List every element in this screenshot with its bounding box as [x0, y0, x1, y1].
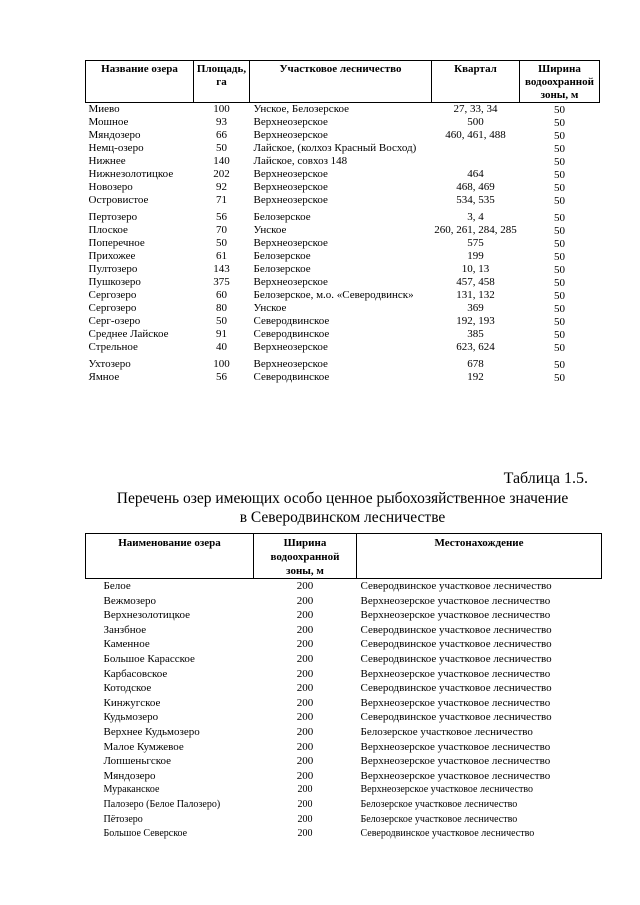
cell-quarter — [432, 142, 520, 155]
cell-lake-name: Нижнее — [88, 155, 126, 167]
col-header-quarter: Квартал — [432, 61, 520, 103]
cell-location: Белозерское участковое лесничество — [360, 813, 518, 825]
cell-zone-width: 200 — [296, 740, 314, 753]
cell-quarter: 192 — [467, 371, 484, 383]
table-row — [86, 710, 602, 725]
table-row — [86, 637, 602, 652]
cell-zone-width: 50 — [554, 277, 565, 289]
table-number: Таблица 1.5. — [503, 470, 588, 487]
cell-area: 71 — [216, 194, 227, 206]
cell-area: 91 — [216, 328, 227, 340]
table-row — [86, 608, 602, 623]
table-row — [86, 341, 600, 354]
cell-quarter: 500 — [467, 116, 484, 128]
cell-lake-name: Поперечное — [88, 237, 145, 249]
cell-district: Верхнеозерское — [253, 181, 328, 193]
cell-lake-name: Малое Кумжевое — [103, 740, 184, 753]
cell-area: 140 — [213, 155, 230, 167]
cell-zone-width: 50 — [554, 342, 565, 354]
cell-zone-width: 200 — [296, 638, 314, 651]
cell-area: 60 — [216, 289, 227, 301]
cell-area: 40 — [216, 341, 227, 353]
cell-lake-name: Плоское — [88, 224, 128, 236]
table-row — [86, 237, 600, 250]
cell-zone-width: 200 — [297, 813, 313, 825]
cell-lake-name: Лопшеньгское — [103, 755, 172, 768]
cell-lake-name: Каменное — [103, 638, 150, 651]
cell-district: Унское — [253, 224, 287, 236]
cell-district: Верхнеозерское — [253, 168, 328, 180]
cell-zone-width: 200 — [296, 711, 314, 724]
cell-lake-name: Карбасовское — [103, 667, 168, 680]
cell-location: Верхнеозерское участковое лесничество — [360, 784, 533, 796]
table-row — [86, 652, 602, 667]
table-header-row — [86, 61, 600, 103]
cell-lake-name: Островистое — [88, 194, 149, 206]
cell-lake-name: Палозеро (Белое Палозеро) — [103, 798, 221, 810]
cell-lake-name: Новозеро — [88, 181, 133, 193]
cell-zone-width: 50 — [554, 212, 565, 224]
cell-quarter: 678 — [467, 358, 484, 370]
table-row — [86, 371, 600, 384]
lakes-table — [85, 60, 600, 384]
cell-zone-width: 200 — [296, 609, 314, 622]
table-row — [86, 798, 602, 813]
cell-district: Белозерское — [253, 211, 311, 223]
cell-area: 100 — [213, 103, 230, 115]
cell-district: Верхнеозерское — [253, 129, 328, 141]
cell-area: 80 — [216, 302, 227, 314]
cell-district: Белозерское — [253, 263, 311, 275]
cell-location: Северодвинское участковое лесничество — [360, 711, 552, 724]
cell-zone-width: 200 — [296, 667, 314, 680]
cell-lake-name: Кинжугское — [103, 696, 161, 709]
cell-area: 100 — [213, 358, 230, 370]
table-row — [86, 827, 602, 842]
cell-area: 56 — [216, 371, 227, 383]
table-title-line-2: в Северодвинском лесничестве — [239, 509, 446, 526]
cell-lake-name: Верхнее Кудьмозеро — [103, 725, 200, 738]
table-title — [60, 489, 625, 527]
cell-location: Северодвинское участковое лесничество — [360, 638, 552, 651]
cell-location: Верхнеозерское участковое лесничество — [360, 594, 551, 607]
cell-quarter: 369 — [467, 302, 484, 314]
cell-location: Северодвинское участковое лесничество — [360, 682, 552, 695]
cell-district: Верхнеозерское — [253, 116, 328, 128]
cell-lake-name: Прихожее — [88, 250, 136, 262]
table-row — [86, 263, 600, 276]
table-row — [86, 129, 600, 142]
table-row — [86, 168, 600, 181]
cell-zone-width: 200 — [297, 798, 313, 810]
col-header-zone-width: Ширина водоохранной зоны, м — [254, 534, 357, 579]
cell-zone-width: 200 — [297, 828, 313, 840]
cell-lake-name: Белое — [103, 580, 131, 592]
cell-location: Верхнеозерское участковое лесничество — [360, 609, 551, 622]
cell-area: 70 — [216, 224, 227, 236]
cell-lake-name: Мяндозеро — [103, 769, 156, 782]
cell-zone-width: 50 — [554, 182, 565, 194]
cell-zone-width: 50 — [554, 225, 565, 237]
cell-area: 375 — [213, 276, 230, 288]
table-row — [86, 696, 602, 711]
cell-quarter: 199 — [467, 250, 484, 262]
cell-area: 66 — [216, 129, 227, 141]
table-row — [86, 302, 600, 315]
cell-zone-width: 200 — [296, 725, 314, 738]
cell-zone-width: 200 — [296, 682, 314, 695]
cell-zone-width: 50 — [554, 264, 565, 276]
table-row — [86, 315, 600, 328]
cell-location: Северодвинское участковое лесничество — [360, 623, 552, 636]
cell-lake-name: Занзбное — [103, 623, 147, 636]
cell-location: Верхнеозерское участковое лесничество — [360, 755, 551, 768]
cell-quarter: 457, 458 — [456, 276, 495, 288]
table-header-row — [86, 534, 602, 579]
cell-zone-width: 200 — [296, 594, 314, 607]
cell-zone-width: 200 — [296, 580, 314, 592]
col-header-location: Местонахождение — [357, 534, 602, 579]
cell-lake-name: Сергозеро — [88, 289, 137, 301]
table-row — [86, 207, 600, 224]
table-row — [86, 813, 602, 828]
cell-lake-name: Немц-озеро — [88, 142, 144, 154]
table-row — [86, 276, 600, 289]
cell-zone-width: 50 — [554, 195, 565, 207]
cell-quarter: 460, 461, 488 — [445, 129, 506, 141]
table-row — [86, 155, 600, 168]
cell-quarter: 575 — [467, 237, 484, 249]
cell-district: Северодвинское — [253, 315, 330, 327]
cell-lake-name: Большое Северское — [103, 828, 188, 840]
cell-zone-width: 50 — [554, 117, 565, 129]
col-header-lake-name: Наименование озера — [86, 534, 254, 579]
cell-district: Верхнеозерское — [253, 341, 328, 353]
table-row — [86, 142, 600, 155]
cell-zone-width: 50 — [554, 104, 565, 116]
cell-lake-name: Пушкозеро — [88, 276, 141, 288]
table-row — [86, 667, 602, 682]
table-row — [86, 783, 602, 798]
table-row — [86, 623, 602, 638]
cell-lake-name: Мураканское — [103, 784, 160, 796]
cell-quarter: 385 — [467, 328, 484, 340]
cell-lake-name: Стрельное — [88, 341, 138, 353]
cell-district: Северодвинское — [253, 371, 330, 383]
cell-location: Верхнеозерское участковое лесничество — [360, 667, 551, 680]
cell-zone-width: 50 — [554, 238, 565, 250]
cell-zone-width: 50 — [554, 143, 565, 155]
cell-district: Верхнеозерское — [253, 358, 328, 370]
cell-location: Северодвинское участковое лесничество — [360, 580, 552, 592]
cell-zone-width: 50 — [554, 303, 565, 315]
cell-location: Верхнеозерское участковое лесничество — [360, 769, 551, 782]
cell-lake-name: Вежмозеро — [103, 594, 157, 607]
cell-area: 93 — [216, 116, 227, 128]
table-row — [86, 579, 602, 594]
cell-quarter: 131, 132 — [456, 289, 495, 301]
table-row — [86, 250, 600, 263]
cell-area: 92 — [216, 181, 227, 193]
cell-district: Верхнеозерское — [253, 276, 328, 288]
cell-quarter: 27, 33, 34 — [453, 103, 498, 115]
cell-area: 61 — [216, 250, 227, 262]
table-row — [86, 594, 602, 609]
cell-district: Белозерское, м.о. «Северодвинск» — [253, 289, 414, 301]
cell-area: 143 — [213, 263, 230, 275]
cell-location: Северодвинское участковое лесничество — [360, 828, 535, 840]
col-header-zone-width: Ширина водоохранной зоны, м — [520, 61, 600, 103]
col-header-area: Площадь, га — [194, 61, 250, 103]
cell-district: Унское — [253, 302, 287, 314]
cell-lake-name: Ямное — [88, 371, 120, 383]
cell-quarter: 468, 469 — [456, 181, 495, 193]
table-row — [86, 103, 600, 117]
lakes-table-body — [86, 103, 600, 385]
cell-lake-name: Мошное — [88, 116, 129, 128]
cell-district: Лайское, совхоз 148 — [253, 155, 348, 167]
table-row — [86, 116, 600, 129]
cell-district: Верхнеозерское — [253, 194, 328, 206]
table-row — [86, 725, 602, 740]
cell-lake-name: Миево — [88, 103, 120, 115]
cell-zone-width: 50 — [554, 316, 565, 328]
cell-quarter: 192, 193 — [456, 315, 495, 327]
table-row — [86, 681, 602, 696]
cell-quarter — [432, 155, 520, 168]
cell-location: Верхнеозерское участковое лесничество — [360, 740, 551, 753]
cell-location: Белозерское участковое лесничество — [360, 725, 533, 738]
cell-zone-width: 50 — [554, 251, 565, 263]
cell-zone-width: 50 — [554, 130, 565, 142]
cell-zone-width: 50 — [554, 359, 565, 371]
cell-area: 50 — [216, 315, 227, 327]
cell-quarter: 623, 624 — [456, 341, 495, 353]
table-row — [86, 181, 600, 194]
cell-lake-name: Среднее Лайское — [88, 328, 169, 340]
cell-quarter: 464 — [467, 168, 484, 180]
cell-lake-name: Котодское — [103, 682, 152, 695]
cell-zone-width: 200 — [296, 652, 314, 665]
cell-zone-width: 200 — [296, 696, 314, 709]
cell-district: Белозерское — [253, 250, 311, 262]
cell-zone-width: 50 — [554, 156, 565, 168]
cell-quarter: 3, 4 — [467, 211, 484, 223]
cell-zone-width: 50 — [554, 169, 565, 181]
cell-zone-width: 50 — [554, 329, 565, 341]
cell-lake-name: Серг-озеро — [88, 315, 141, 327]
cell-district: Лайское, (колхоз Красный Восход) — [253, 142, 417, 154]
cell-district: Верхнеозерское — [253, 237, 328, 249]
cell-lake-name: Сергозеро — [88, 302, 137, 314]
cell-area: 50 — [216, 237, 227, 249]
cell-lake-name: Пертозеро — [88, 211, 138, 223]
cell-location: Верхнеозерское участковое лесничество — [360, 696, 551, 709]
table-row — [86, 289, 600, 302]
cell-zone-width: 200 — [296, 769, 314, 782]
cell-zone-width: 50 — [554, 372, 565, 384]
table-row — [86, 328, 600, 341]
cell-lake-name: Пётозеро — [103, 813, 143, 825]
col-header-district: Участковое лесничество — [250, 61, 432, 103]
cell-lake-name: Нижнезолотицкое — [88, 168, 174, 180]
cell-quarter: 260, 261, 284, 285 — [434, 224, 517, 236]
cell-lake-name: Мяндозеро — [88, 129, 141, 141]
table-row — [86, 224, 600, 237]
valuable-lakes-table — [85, 533, 602, 842]
table-title-line-1: Перечень озер имеющих особо ценное рыбохозяйственное значение — [116, 490, 569, 507]
cell-quarter: 534, 535 — [456, 194, 495, 206]
table-row — [86, 769, 602, 784]
table-row — [86, 740, 602, 755]
cell-location: Северодвинское участковое лесничество — [360, 652, 552, 665]
valuable-lakes-table-body — [86, 579, 602, 842]
cell-lake-name: Пултозеро — [88, 263, 138, 275]
cell-lake-name: Большое Карасское — [103, 652, 195, 665]
table-row — [86, 754, 602, 769]
cell-zone-width: 50 — [554, 290, 565, 302]
cell-lake-name: Ухтозеро — [88, 358, 131, 370]
cell-zone-width: 200 — [296, 755, 314, 768]
table-row — [86, 194, 600, 207]
cell-district: Северодвинское — [253, 328, 330, 340]
table-row — [86, 354, 600, 371]
cell-zone-width: 200 — [296, 623, 314, 636]
cell-area: 202 — [213, 168, 230, 180]
cell-location: Белозерское участковое лесничество — [360, 798, 518, 810]
cell-district: Унское, Белозерское — [253, 103, 349, 115]
cell-lake-name: Кудьмозеро — [103, 711, 159, 724]
cell-lake-name: Верхнезолотицкое — [103, 609, 190, 622]
cell-area: 50 — [216, 142, 227, 154]
cell-area: 56 — [216, 211, 227, 223]
col-header-lake-name: Название озера — [86, 61, 194, 103]
cell-quarter: 10, 13 — [461, 263, 490, 275]
cell-zone-width: 200 — [297, 784, 313, 796]
